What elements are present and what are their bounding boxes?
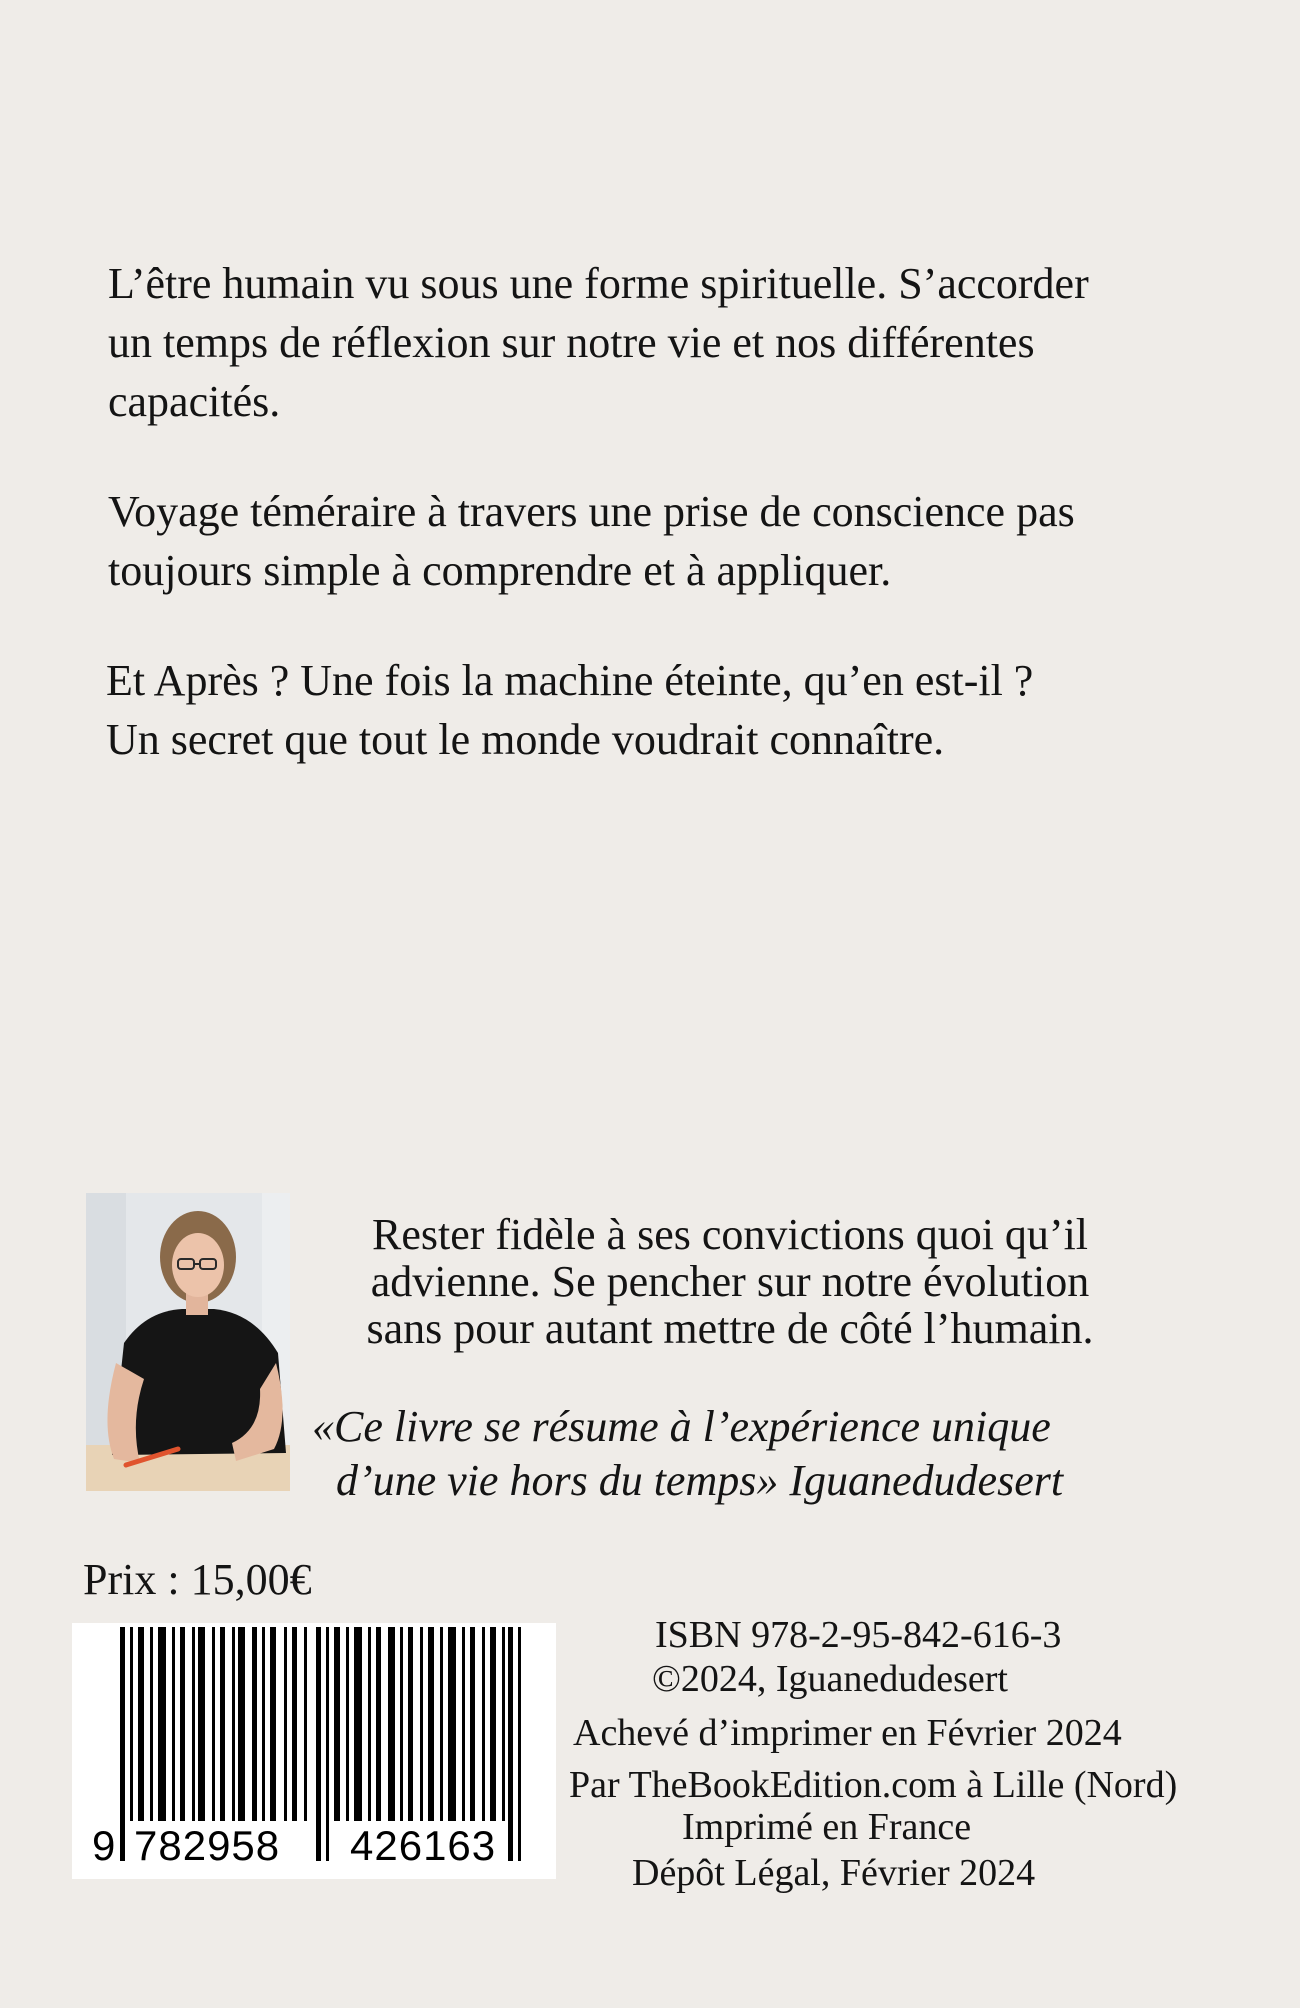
- quote-line: d’une vie hors du temps» Iguanedudesert: [336, 1456, 1064, 1505]
- barcode-bar: [448, 1627, 456, 1821]
- barcode-bar: [232, 1627, 235, 1821]
- barcode-bar: [150, 1627, 153, 1821]
- barcode-bar: [172, 1627, 175, 1821]
- barcode-bar: [252, 1627, 257, 1821]
- blurb-line: toujours simple à comprendre et à appliquer.: [108, 546, 892, 595]
- barcode-bar: [334, 1627, 340, 1821]
- barcode-bar: [346, 1627, 349, 1821]
- barcode-bar: [262, 1627, 265, 1821]
- barcode-bar: [408, 1627, 413, 1821]
- bio-line: sans pour autant mettre de côté l’humain.: [366, 1304, 1094, 1353]
- barcode-bar: [158, 1627, 166, 1821]
- barcode-bar: [470, 1627, 475, 1821]
- author-portrait-icon: [86, 1193, 290, 1491]
- barcode-bar: [376, 1627, 381, 1821]
- barcode-bar: [292, 1627, 297, 1821]
- blurb-paragraph-1: [108, 254, 1218, 431]
- bio-line: Rester fidèle à ses convictions quoi qu’il: [371, 1210, 1089, 1259]
- barcode-bar: [220, 1627, 225, 1821]
- barcode-bar: [428, 1627, 434, 1821]
- isbn-number: ISBN 978-2-95-842-616-3: [655, 1614, 1062, 1656]
- price-label: Prix : 15,00€: [83, 1555, 312, 1604]
- printing-date-line: Achevé d’imprimer en Février 2024: [573, 1712, 1122, 1754]
- barcode-bar: [130, 1627, 133, 1821]
- barcode-digits: [72, 1821, 556, 1871]
- legal-deposit-line: Dépôt Légal, Février 2024: [632, 1852, 1036, 1894]
- printed-country-line: Imprimé en France: [682, 1806, 972, 1848]
- barcode-bar: [482, 1627, 485, 1821]
- barcode-digits-left: 782958: [134, 1822, 281, 1869]
- author-photo: [86, 1193, 290, 1491]
- barcode-bar: [420, 1627, 423, 1821]
- barcode-bar: [304, 1627, 307, 1821]
- barcode-bar: [388, 1627, 395, 1821]
- barcode-bar: [180, 1627, 185, 1821]
- blurb-line: capacités.: [108, 377, 281, 426]
- copyright-line: ©2024, Iguanedudesert: [652, 1658, 1008, 1700]
- barcode-bar: [502, 1627, 505, 1821]
- barcode-bar: [490, 1627, 496, 1821]
- blurb-paragraph-2: [108, 482, 1218, 600]
- barcode-bar: [192, 1627, 195, 1821]
- barcode-bar: [440, 1627, 443, 1821]
- blurb-paragraph-3: [106, 651, 1216, 769]
- author-bio: [300, 1211, 1160, 1352]
- barcode-digit-first: 9: [92, 1822, 116, 1869]
- quote-line: «Ce livre se résume à l’expérience unique: [312, 1402, 1051, 1451]
- barcode-bar: [270, 1627, 276, 1821]
- barcode-bar: [400, 1627, 403, 1821]
- barcode-bar: [198, 1627, 205, 1821]
- barcode-bar: [368, 1627, 371, 1821]
- barcode-bar: [138, 1627, 144, 1821]
- bio-line: advienne. Se pencher sur notre évolution: [370, 1257, 1090, 1306]
- barcode-bar: [354, 1627, 362, 1821]
- barcode-digits-right: 426163: [350, 1822, 497, 1869]
- blurb-line: Voyage téméraire à travers une prise de conscience pas: [108, 487, 1075, 536]
- barcode-bar: [238, 1627, 245, 1821]
- blurb-line: Un secret que tout le monde voudrait connaître.: [106, 715, 945, 764]
- blurb-line: Et Après ? Une fois la machine éteinte, qu’en est-il ?: [106, 656, 1034, 705]
- author-quote: [300, 1400, 1160, 1508]
- isbn-barcode: [72, 1623, 556, 1879]
- barcode-bar: [462, 1627, 465, 1821]
- barcode-bar: [284, 1627, 287, 1821]
- blurb-line: L’être humain vu sous une forme spirituelle. S’accorder: [108, 259, 1089, 308]
- blurb-line: un temps de réflexion sur notre vie et nos différentes: [108, 318, 1035, 367]
- barcode-bar: [212, 1627, 215, 1821]
- printer-line: Par TheBookEdition.com à Lille (Nord): [569, 1764, 1178, 1806]
